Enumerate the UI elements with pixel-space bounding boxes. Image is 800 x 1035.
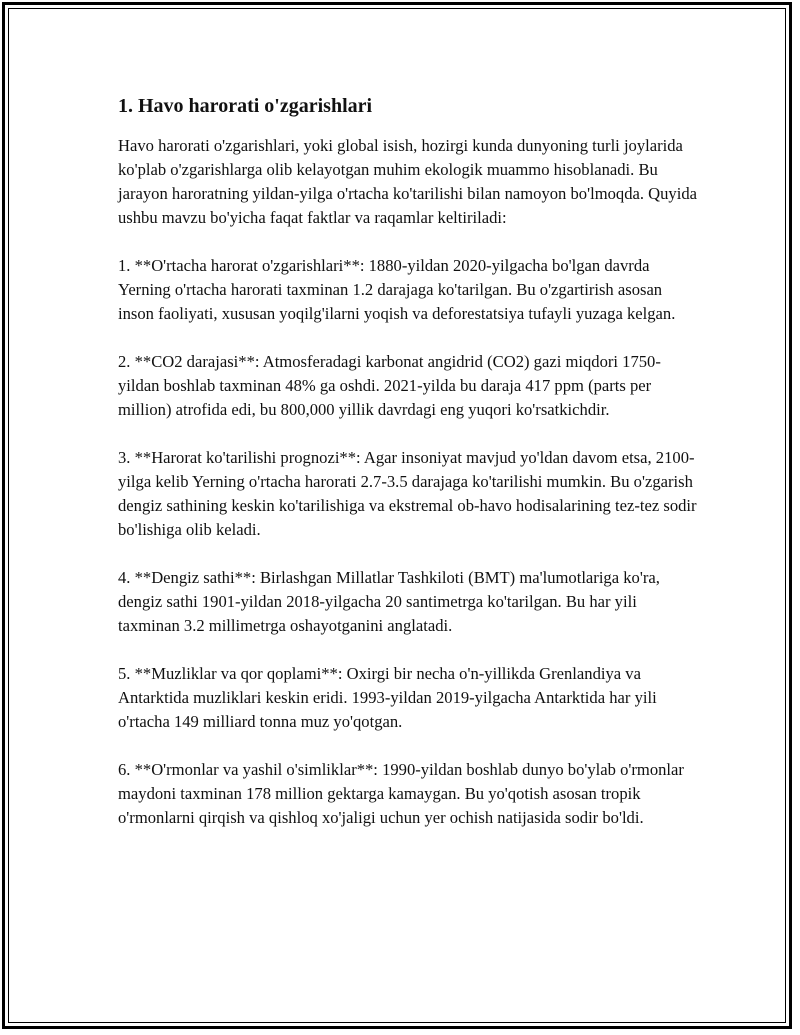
document-body bbox=[118, 92, 698, 854]
intro-paragraph: Havo harorati o'zgarishlari, yoki global isish, hozirgi kunda dunyoning turli joylarida ko'plab o'zgarishlarga olib kelayotgan muhim ekologik muammo hisoblanadi. Bu jarayon haroratning yildan-yilga o'rtacha ko'tarilishi bilan namoyon bo'lmoqda. Quyida ushbu mavzu bo'yicha faqat faktlar va raqamlar keltiriladi: bbox=[118, 136, 697, 227]
fact-item-3: 3. **Harorat ko'tarilishi prognozi**: Agar insoniyat mavjud yo'ldan davom etsa, 2100-yilga kelib Yerning o'rtacha harorati 2.7-3.5 darajaga ko'tarilishi mumkin. Bu o'zgarish dengiz sathining keskin ko'tarilishiga va ekstremal ob-havo hodisalarining tez-tez sodir bo'lishiga olib keladi. bbox=[118, 448, 697, 539]
fact-item-6: 6. **O'rmonlar va yashil o'simliklar**: 1990-yildan boshlab dunyo bo'ylab o'rmonlar maydoni taxminan 178 million gektarga kamaygan. Bu yo'qotish asosan tropik o'rmonlarni qirqish va qishloq xo'jaligi uchun yer ochish natijasida sodir bo'ldi. bbox=[118, 760, 684, 827]
fact-item-2: 2. **CO2 darajasi**: Atmosferadagi karbonat angidrid (CO2) gazi miqdori 1750-yildan boshlab taxminan 48% ga oshdi. 2021-yilda bu daraja 417 ppm (parts per million) atrofida edi, bu 800,000 yillik davrdagi eng yuqori ko'rsatkichdir. bbox=[118, 352, 661, 419]
document-title: 1. Havo harorati o'zgarishlari bbox=[118, 95, 373, 117]
fact-item-5: 5. **Muzliklar va qor qoplami**: Oxirgi bir necha o'n-yillikda Grenlandiya va Antarktida muzliklari keskin eridi. 1993-yildan 2019-yilgacha Antarktida har yili o'rtacha 149 milliard tonna muz yo'qotgan. bbox=[118, 664, 657, 731]
fact-item-1: 1. **O'rtacha harorat o'zgarishlari**: 1880-yildan 2020-yilgacha bo'lgan davrda Yerning o'rtacha harorati taxminan 1.2 darajaga ko'tarilgan. Bu o'zgartirish asosan inson faoliyati, xususan yoqilg'ilarni yoqish va deforestatsiya tufayli yuzaga kelgan. bbox=[118, 256, 676, 323]
fact-item-4: 4. **Dengiz sathi**: Birlashgan Millatlar Tashkiloti (BMT) ma'lumotlariga ko'ra, dengiz sathi 1901-yildan 2018-yilgacha 20 santimetrga ko'tarilgan. Bu har yili taxminan 3.2 millimetrga oshayotganini anglatadi. bbox=[118, 568, 660, 635]
